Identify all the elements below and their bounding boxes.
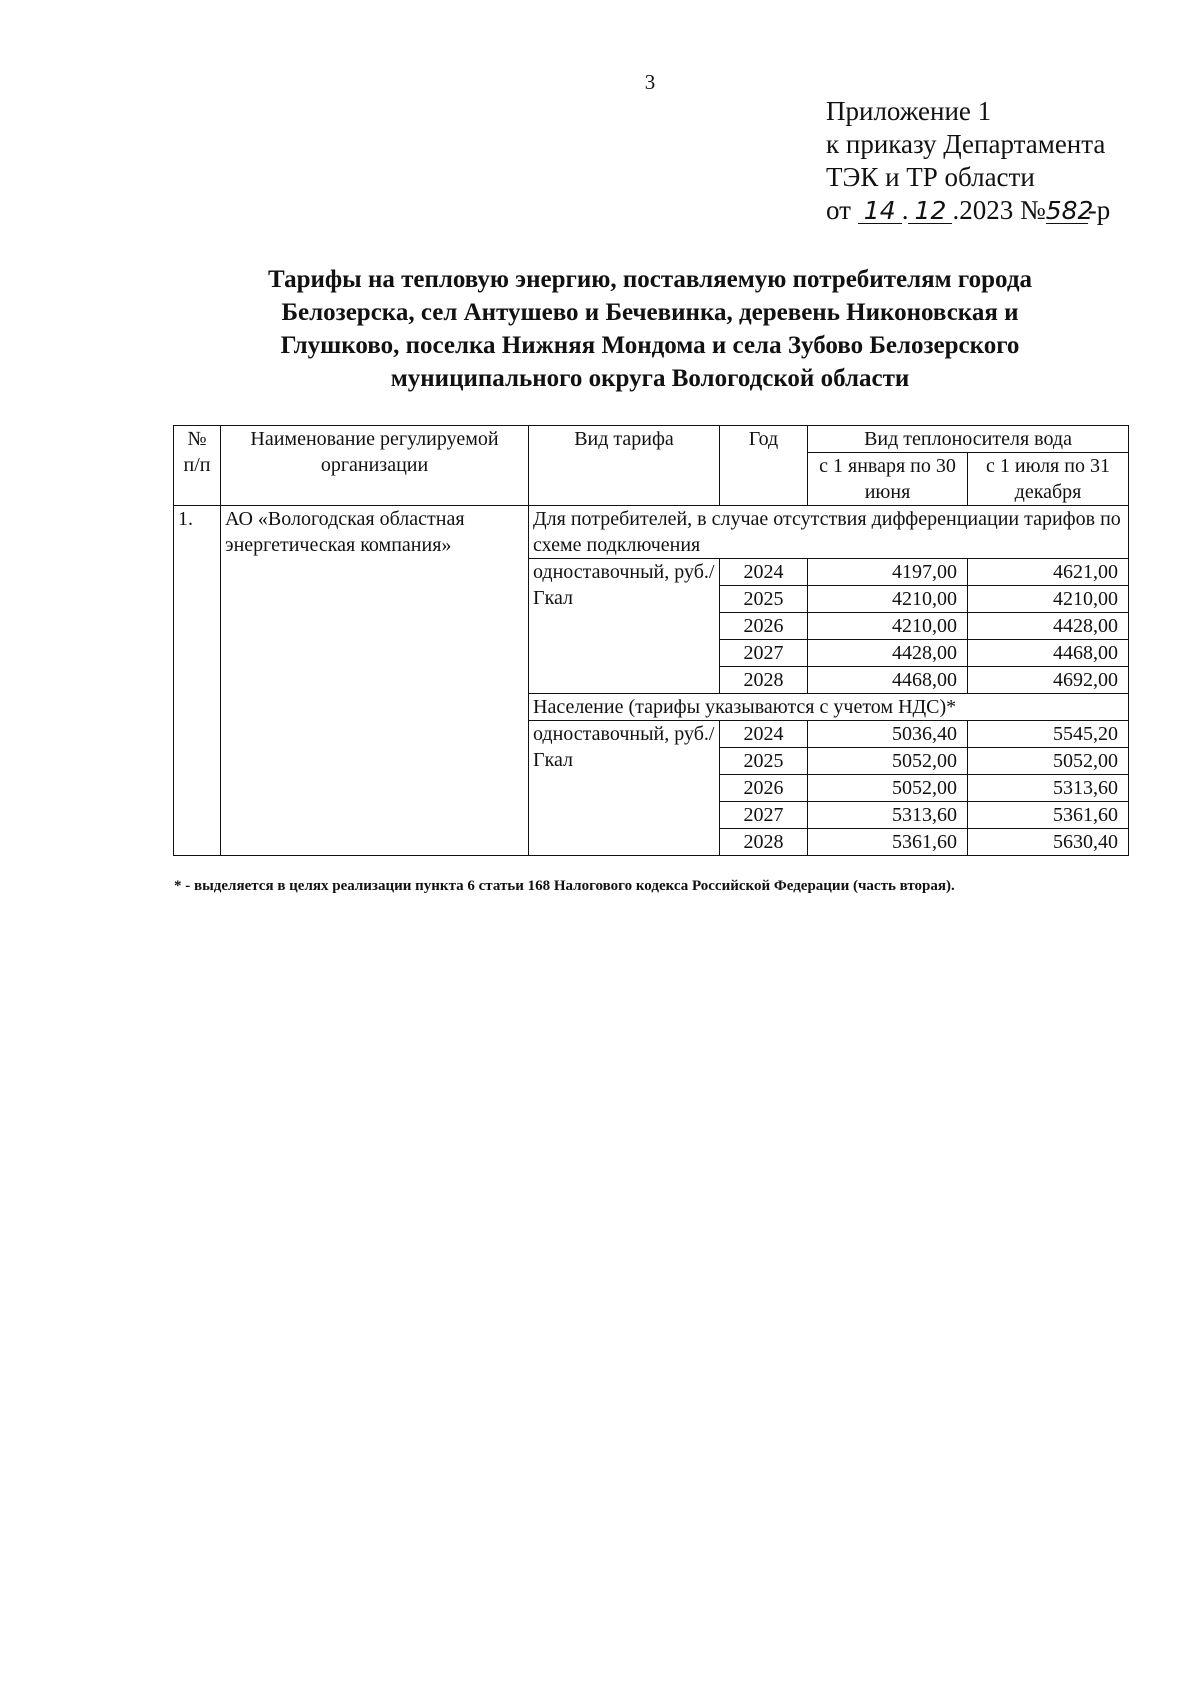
appendix-line-1: Приложение 1	[826, 96, 992, 126]
appendix-line-2: к приказу Департамента	[826, 129, 1106, 159]
title-line-2: Белозерска, сел Антушево и Бечевинка, деревень Никоновская и	[281, 299, 1019, 326]
year-cell: 2026	[720, 775, 808, 802]
year-cell: 2025	[720, 748, 808, 775]
tariff-h1-cell: 5052,00	[808, 748, 968, 775]
page-number: 3	[644, 70, 656, 94]
document-title	[150, 263, 1150, 395]
header-num: № п/п	[174, 426, 221, 506]
group-label: Население (тарифы указываются с учетом НДС)*	[529, 694, 1129, 721]
handwritten-month: 12	[908, 199, 952, 224]
date-prefix: от	[826, 195, 851, 225]
tariff-h2-cell: 4621,00	[968, 559, 1129, 586]
tariff-h2-cell: 5361,60	[968, 802, 1129, 829]
tariff-h1-cell: 4197,00	[808, 559, 968, 586]
tariff-h1-cell: 5361,60	[808, 829, 968, 856]
tariff-h1-cell: 4210,00	[808, 613, 968, 640]
title-line-1: Тарифы на тепловую энергию, поставляемую потребителям города	[268, 266, 1032, 293]
tariff-type-cell: одноставочный, руб./Гкал	[529, 721, 720, 856]
year-cell: 2026	[720, 613, 808, 640]
appendix-line-3: ТЭК и ТР области	[826, 162, 1035, 192]
title-line-3: Глушково, поселка Нижняя Мондома и села Зубово Белозерского	[280, 332, 1020, 359]
year-cell: 2024	[720, 559, 808, 586]
year-cell: 2025	[720, 586, 808, 613]
tariff-h2-cell: 4428,00	[968, 613, 1129, 640]
footnote: * - выделяется в целях реализации пункта 6 статьи 168 Налогового кодекса Российской Федерации (часть вторая).	[174, 878, 955, 894]
year-cell: 2028	[720, 667, 808, 694]
tariff-h1-cell: 4468,00	[808, 667, 968, 694]
header-tariff-type: Вид тарифа	[529, 426, 720, 506]
year-cell: 2024	[720, 721, 808, 748]
title-line-4: муниципального округа Вологодской области	[390, 365, 910, 392]
header-period-1: с 1 января по 30 июня	[808, 453, 968, 506]
year-cell: 2027	[720, 802, 808, 829]
group-label: Для потребителей, в случае отсутствия дифференциации тарифов по схеме подключения	[529, 506, 1129, 559]
year-cell: 2027	[720, 640, 808, 667]
header-org: Наименование регулируемой организации	[221, 426, 529, 506]
year-cell: 2028	[720, 829, 808, 856]
tariff-h2-cell: 5545,20	[968, 721, 1129, 748]
row-number: 1.	[174, 506, 221, 856]
tariff-h1-cell: 5036,40	[808, 721, 968, 748]
handwritten-day: 14	[858, 199, 902, 224]
tariff-h1-cell: 4210,00	[808, 586, 968, 613]
tariff-h1-cell: 4428,00	[808, 640, 968, 667]
tariff-h2-cell: 5630,40	[968, 829, 1129, 856]
appendix-block	[826, 95, 1110, 227]
tariff-h2-cell: 4692,00	[968, 667, 1129, 694]
tariffs-table	[173, 425, 1129, 856]
header-period-2: с 1 июля по 31 декабря	[968, 453, 1129, 506]
date-year: .2023 №	[952, 195, 1046, 225]
tariff-h2-cell: 4468,00	[968, 640, 1129, 667]
header-carrier: Вид теплоносителя вода	[808, 426, 1129, 453]
order-suffix: -р	[1087, 195, 1111, 225]
tariff-h2-cell: 5313,60	[968, 775, 1129, 802]
appendix-date-line: от 14 . 12 .2023 №582-р	[826, 195, 1111, 225]
organization-name: АО «Вологодская областная энергетическая компания»	[221, 506, 529, 856]
tariff-h2-cell: 5052,00	[968, 748, 1129, 775]
tariff-h1-cell: 5052,00	[808, 775, 968, 802]
tariff-h2-cell: 4210,00	[968, 586, 1129, 613]
tariff-type-cell: одноставочный, руб./Гкал	[529, 559, 720, 694]
header-year: Год	[720, 426, 808, 506]
handwritten-order-number: 582	[1045, 196, 1094, 225]
tariff-h1-cell: 5313,60	[808, 802, 968, 829]
